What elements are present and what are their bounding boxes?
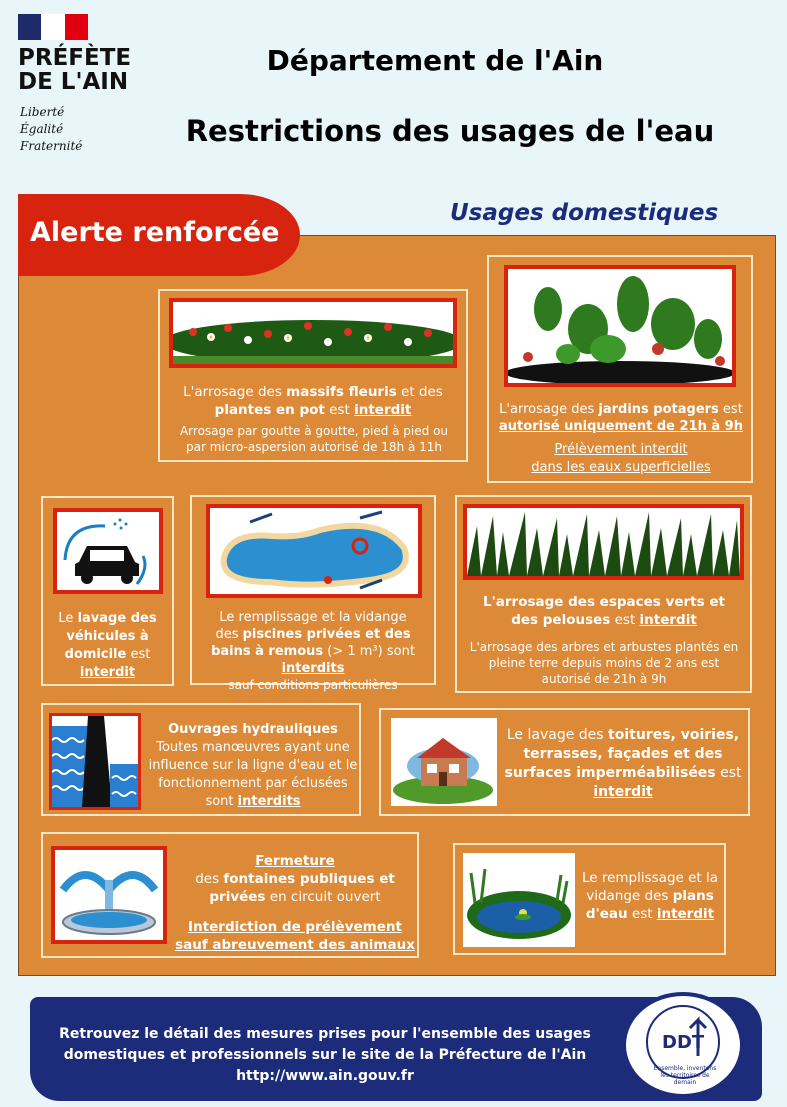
massifs-exception-text: Arrosage par goutte à goutte, pied à pied ou par micro-aspersion autorisé de 18h à 11h: [179, 424, 449, 454]
motto-liberte: Liberté: [20, 105, 65, 119]
fountain-illustration: [51, 846, 167, 944]
footer-text: [40, 1024, 610, 1087]
card-ouvrages-hydrauliques: [41, 703, 361, 816]
vehicules-text: Le lavage des véhicules à domicile est interdit: [58, 611, 157, 680]
massifs-main-text: L'arrosage des massifs fleuris et des plantes en pot est interdit: [183, 384, 443, 418]
page-title: Département de l'Ain: [266, 44, 604, 77]
republic-motto: [20, 104, 82, 155]
section-title: Usages domestiques: [450, 200, 719, 226]
fontaines-main-text: Fermeture des fontaines publiques et privées en circuit ouvert: [195, 853, 395, 905]
alert-level-badge: Alerte renforcée: [18, 194, 300, 276]
prefecture-line2: DE L'AIN: [18, 69, 129, 95]
dam-illustration: [49, 713, 141, 810]
plans-text: Le remplissage et la vidange des plans d'eau est interdit: [581, 870, 719, 922]
flowers-illustration: [169, 298, 457, 368]
grass-illustration: [463, 504, 744, 580]
prefecture-website-link[interactable]: http://www.ain.gouv.fr: [236, 1068, 414, 1084]
card-fontaines: [41, 832, 419, 958]
ddt-tagline: Ensemble, inventons les territoires de demain: [653, 1065, 717, 1086]
prefecture-line1: PRÉFÈTE: [18, 45, 132, 71]
swimming-pool-illustration: [206, 504, 422, 598]
footer-line2: domestiques et professionnels sur le site de la Préfecture de l'Ain: [63, 1047, 587, 1063]
card-plans-eau: [453, 843, 726, 955]
house-illustration: [391, 718, 497, 806]
marianne-flag-logo: [18, 14, 88, 40]
ouvrages-text: Ouvrages hydrauliques Toutes manœuvres ayant une influence sur la ligne d'eau et le fonctionnement par éclusées sont interdits: [148, 722, 358, 809]
fontaines-prelevement-text: Interdiction de prélèvement sauf abreuvement des animaux: [175, 919, 415, 953]
toitures-text: Le lavage des toitures, voiries, terrasses, façades et des surfaces imperméabilisées est interdit: [504, 727, 742, 800]
pelouses-exception-text: L'arrosage des arbres et arbustes plantés en pleine terre depuis moins de 2 ans est autorisé de 21h à 9h: [469, 640, 739, 686]
potagers-prelevement-text: Prélèvement interdit dans les eaux superficielles: [531, 442, 711, 475]
ouvrages-title: Ouvrages hydrauliques: [168, 722, 338, 737]
piscines-text: Le remplissage et la vidange des piscines privées et des bains à remous (> 1 m³) sont interdits sauf conditions particulières: [211, 610, 415, 692]
card-massifs-fleuris: [158, 289, 468, 462]
car-wash-illustration: [53, 508, 163, 594]
card-jardins-potagers: [487, 255, 753, 483]
motto-egalite: Égalité: [20, 122, 64, 136]
pelouses-main-text: L'arrosage des espaces verts et des pelouses est interdit: [483, 594, 725, 628]
footer-line1: Retrouvez le détail des mesures prises pour l'ensemble des usages: [59, 1026, 591, 1042]
card-lavage-vehicules: [41, 496, 174, 686]
vegetable-garden-illustration: [504, 265, 736, 387]
pond-illustration: [463, 853, 575, 947]
page-subtitle: Restrictions des usages de l'eau: [185, 114, 715, 148]
card-piscines: [190, 495, 436, 692]
ddt-logo-text: DDT: [662, 1032, 705, 1053]
card-lavage-toitures: [379, 708, 750, 816]
potagers-main-text: L'arrosage des jardins potagers est autorisé uniquement de 21h à 9h: [499, 402, 743, 434]
motto-fraternite: Fraternité: [20, 139, 83, 153]
card-espaces-verts: [455, 495, 752, 693]
